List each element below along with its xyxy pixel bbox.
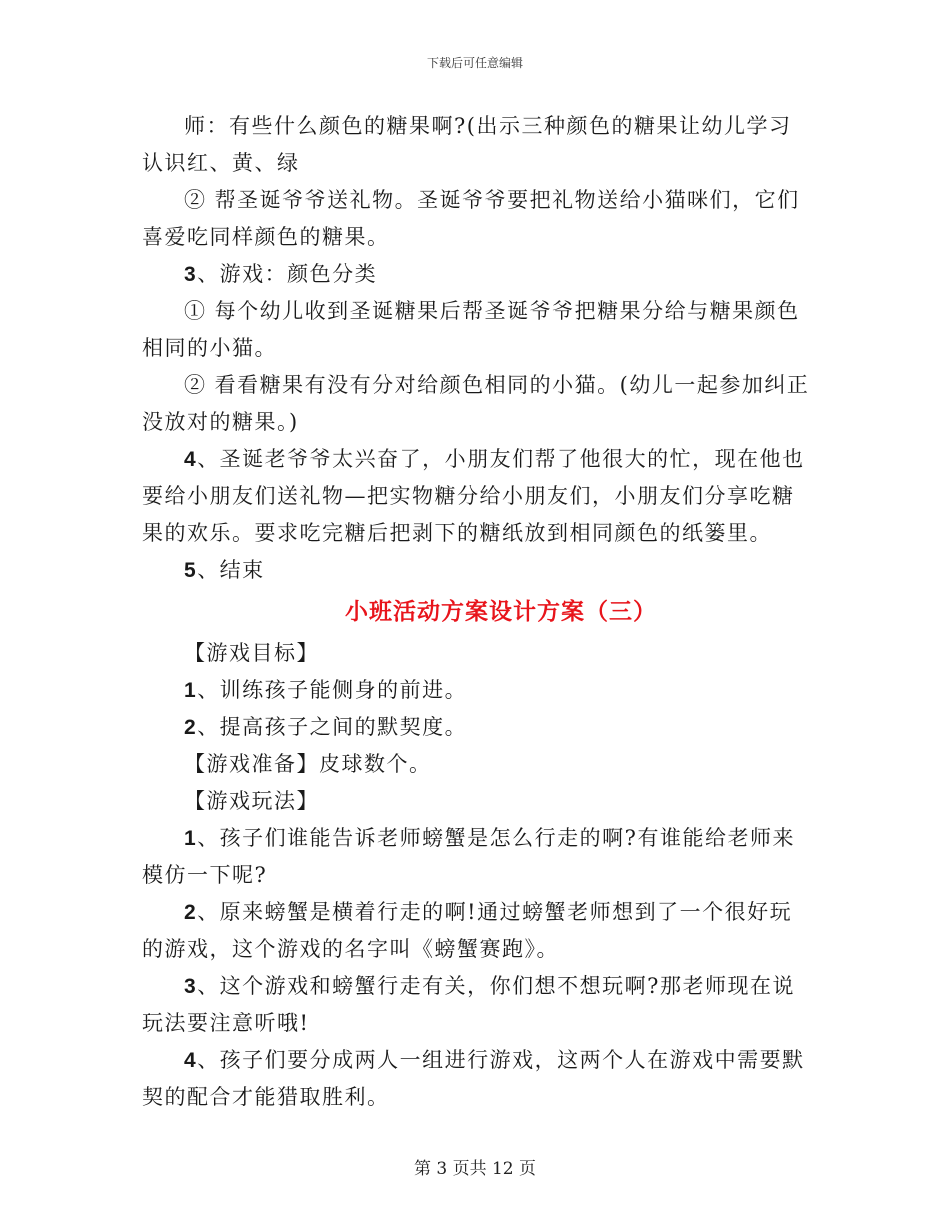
page-header: 下载后可任意编辑: [426, 56, 523, 70]
paragraph-text: 、结束: [197, 558, 265, 582]
paragraph: [142, 552, 810, 589]
paragraph-number: 4: [184, 1049, 198, 1072]
paragraph-number: 3: [184, 975, 198, 998]
paragraph-number: 4: [184, 448, 198, 471]
paragraph: [142, 1042, 810, 1116]
paragraph: [142, 293, 810, 367]
section-title: 小班活动方案设计方案（三）: [345, 598, 657, 625]
paragraph: [142, 635, 810, 672]
paragraph: [142, 182, 810, 256]
paragraph-text: 师：有些什么颜色的糖果啊?(出示三种颜色的糖果让幼儿学习认识红、黄、绿: [142, 114, 792, 175]
paragraph-text: ② 看看糖果有没有分对给颜色相同的小猫。(幼儿一起参加纠正没放对的糖果。): [142, 373, 810, 434]
paragraph-number: 1: [184, 827, 198, 850]
paragraph-number: 2: [184, 716, 198, 739]
page-footer: 第 3 页共 12 页: [413, 1159, 537, 1179]
paragraph: [142, 746, 810, 783]
paragraph: [142, 820, 810, 894]
paragraph-text: 【游戏目标】: [184, 641, 319, 665]
paragraph: [142, 709, 810, 746]
paragraph: [142, 783, 810, 820]
paragraph-number: 3: [184, 263, 198, 286]
paragraph: [142, 367, 810, 441]
paragraphs-before: [142, 108, 810, 589]
paragraph-text: 、原来螃蟹是横着行走的啊!通过螃蟹老师想到了一个很好玩的游戏，这个游戏的名字叫《螃蟹赛跑》。: [142, 900, 793, 961]
paragraph-text: 、游戏：颜色分类: [197, 262, 378, 286]
paragraph: [142, 441, 810, 552]
paragraph-text: 、提高孩子之间的默契度。: [197, 715, 468, 739]
paragraph-number: 1: [184, 679, 198, 702]
paragraph: [142, 256, 810, 293]
paragraph-text: ① 每个幼儿收到圣诞糖果后帮圣诞爷爷把糖果分给与糖果颜色相同的小猫。: [142, 299, 800, 360]
paragraph-text: 、训练孩子能侧身的前进。: [197, 678, 468, 702]
paragraph-text: 、孩子们谁能告诉老师螃蟹是怎么行走的啊?有谁能给老师来模仿一下呢?: [142, 826, 795, 887]
paragraph: [142, 894, 810, 968]
paragraph-text: 、圣诞老爷爷太兴奋了，小朋友们帮了他很大的忙，现在他也要给小朋友们送礼物—把实物糖分给小朋友们，小朋友们分享吃糖果的欢乐。要求吃完糖后把剥下的糖纸放到相同颜色的纸篓里。: [142, 447, 805, 545]
paragraph-text: 、孩子们要分成两人一组进行游戏，这两个人在游戏中需要默契的配合才能猎取胜利。: [142, 1048, 805, 1109]
paragraph-text: ② 帮圣诞爷爷送礼物。圣诞爷爷要把礼物送给小猫咪们，它们喜爱吃同样颜色的糖果。: [142, 188, 800, 249]
paragraph-text: 、这个游戏和螃蟹行走有关，你们想不想玩啊?那老师现在说玩法要注意听哦!: [142, 974, 795, 1035]
paragraphs-after: [142, 635, 810, 1116]
paragraph-text: 【游戏准备】皮球数个。: [184, 752, 432, 776]
paragraph: [142, 108, 810, 182]
document-body: [142, 108, 810, 1116]
paragraph: [142, 672, 810, 709]
paragraph: [142, 968, 810, 1042]
paragraph-number: 5: [184, 559, 198, 582]
paragraph-text: 【游戏玩法】: [184, 789, 319, 813]
paragraph-number: 2: [184, 901, 198, 924]
